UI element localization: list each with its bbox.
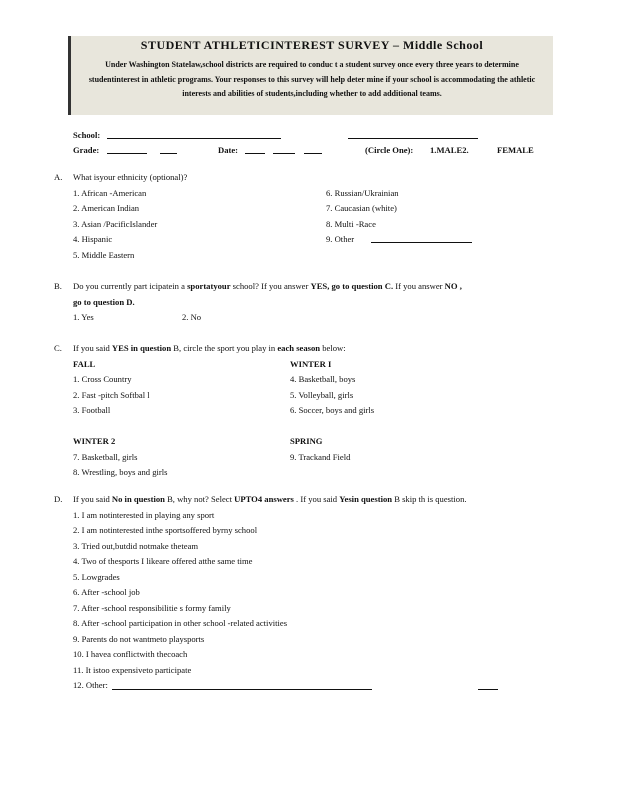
qa-option[interactable]: 3. Asian /PacificIslander	[73, 219, 158, 229]
qa-option[interactable]: 8. Multi -Race	[326, 219, 376, 229]
qa-option[interactable]: 4. Hispanic	[73, 234, 113, 244]
date-label: Date:	[218, 145, 239, 155]
question-c-letter: C.	[54, 343, 62, 353]
gender-male-option[interactable]: 1.MALE2.	[430, 145, 469, 155]
question-d-letter: D.	[54, 494, 63, 504]
qd-other-extra-field[interactable]	[478, 689, 498, 690]
survey-title: STUDENT ATHLETICINTEREST SURVEY – Middle School	[140, 38, 484, 52]
school-field[interactable]	[107, 138, 281, 139]
qd-option[interactable]: 5. Lowgrades	[73, 572, 120, 582]
qd-option[interactable]: 6. After -school job	[73, 587, 140, 597]
qa-option[interactable]: 2. American Indian	[73, 203, 140, 213]
qd-option[interactable]: 8. After -school participation in other school -related activities	[73, 618, 288, 628]
qd-option[interactable]: 9. Parents do not wantmeto playsports	[73, 634, 205, 644]
qd-option[interactable]: 7. After -school responsibilitie s formy family	[73, 603, 231, 613]
qa-option[interactable]: 1. African -American	[73, 188, 147, 198]
qd-option[interactable]: 4. Two of thesports I likeare offered atthe same time	[73, 556, 253, 566]
fall-heading: FALL	[73, 359, 96, 369]
question-b-prompt-line2: go to question D.	[73, 297, 135, 307]
qd-option[interactable]: 1. I am notinterested in playing any sport	[73, 510, 215, 520]
qc-option[interactable]: 1. Cross Country	[73, 374, 132, 384]
qd-option[interactable]: 10. I havea conflictwith thecoach	[73, 649, 188, 659]
qa-option[interactable]: 9. Other	[326, 234, 355, 244]
qb-option-yes[interactable]: 1. Yes	[73, 312, 94, 322]
question-a-prompt: What isyour ethnicity (optional)?	[73, 172, 188, 182]
qd-option-other[interactable]: 12. Other:	[73, 680, 108, 690]
qd-option[interactable]: 11. It istoo expensiveto participate	[73, 665, 192, 675]
qc-option[interactable]: 6. Soccer, boys and girls	[290, 405, 375, 415]
qa-option[interactable]: 7. Caucasian (white)	[326, 203, 397, 213]
qc-option[interactable]: 4. Basketball, boys	[290, 374, 356, 384]
grade-field-2[interactable]	[160, 153, 177, 154]
circle-one-label: (Circle One):	[365, 145, 414, 155]
survey-intro: Under Washington Statelaw,school districts are required to conduc t a student survey once every three years to determine studentinterest in athletic programs. Your responses to this survey will help deter mine if your school is accommodating the athletic interests and abilities of students,including whether to add additional teams.	[88, 60, 536, 98]
qd-option[interactable]: 2. I am notinterested inthe sportsoffered byrny school	[73, 525, 258, 535]
winter2-heading: WINTER 2	[73, 436, 116, 446]
gender-female-option[interactable]: FEMALE	[497, 145, 534, 155]
qc-option[interactable]: 2. Fast -pitch Softbal l	[73, 390, 150, 400]
grade-label: Grade:	[73, 145, 100, 155]
question-a-letter: A.	[54, 172, 63, 182]
qc-option[interactable]: 8. Wrestling, boys and girls	[73, 467, 168, 477]
qa-other-field[interactable]	[371, 242, 472, 243]
spring-heading: SPRING	[290, 436, 323, 446]
question-d-prompt: If you said No in question B, why not? Select UPTO4 answers . If you said Yesin question B skip th is question.	[73, 494, 467, 504]
question-c-prompt: If you said YES in question B, circle the sport you play in each season below:	[73, 343, 346, 353]
date-month-field[interactable]	[245, 153, 265, 154]
survey-header	[68, 36, 553, 115]
question-b-letter: B.	[54, 281, 62, 291]
qb-option-no[interactable]: 2. No	[182, 312, 202, 322]
date-year-field[interactable]	[304, 153, 322, 154]
grade-field[interactable]	[107, 153, 147, 154]
qa-option[interactable]: 5. Middle Eastern	[73, 250, 135, 260]
question-b-prompt: Do you currently part icipatein a sportatyour school? If you answer YES, go to question C. If you answer NO ,	[73, 281, 462, 291]
qc-option[interactable]: 9. Trackand Field	[290, 452, 351, 462]
qc-option[interactable]: 5. Volleyball, girls	[290, 390, 354, 400]
qc-option[interactable]: 3. Football	[73, 405, 111, 415]
winter1-heading: WINTER I	[290, 359, 332, 369]
qa-option[interactable]: 6. Russian/Ukrainian	[326, 188, 399, 198]
school-label: School:	[73, 130, 101, 140]
date-day-field[interactable]	[273, 153, 295, 154]
school-extra-field[interactable]	[348, 138, 478, 139]
qd-option[interactable]: 3. Tried out,butdid notmake theteam	[73, 541, 199, 551]
qc-option[interactable]: 7. Basketball, girls	[73, 452, 138, 462]
qd-other-field[interactable]	[112, 689, 372, 690]
